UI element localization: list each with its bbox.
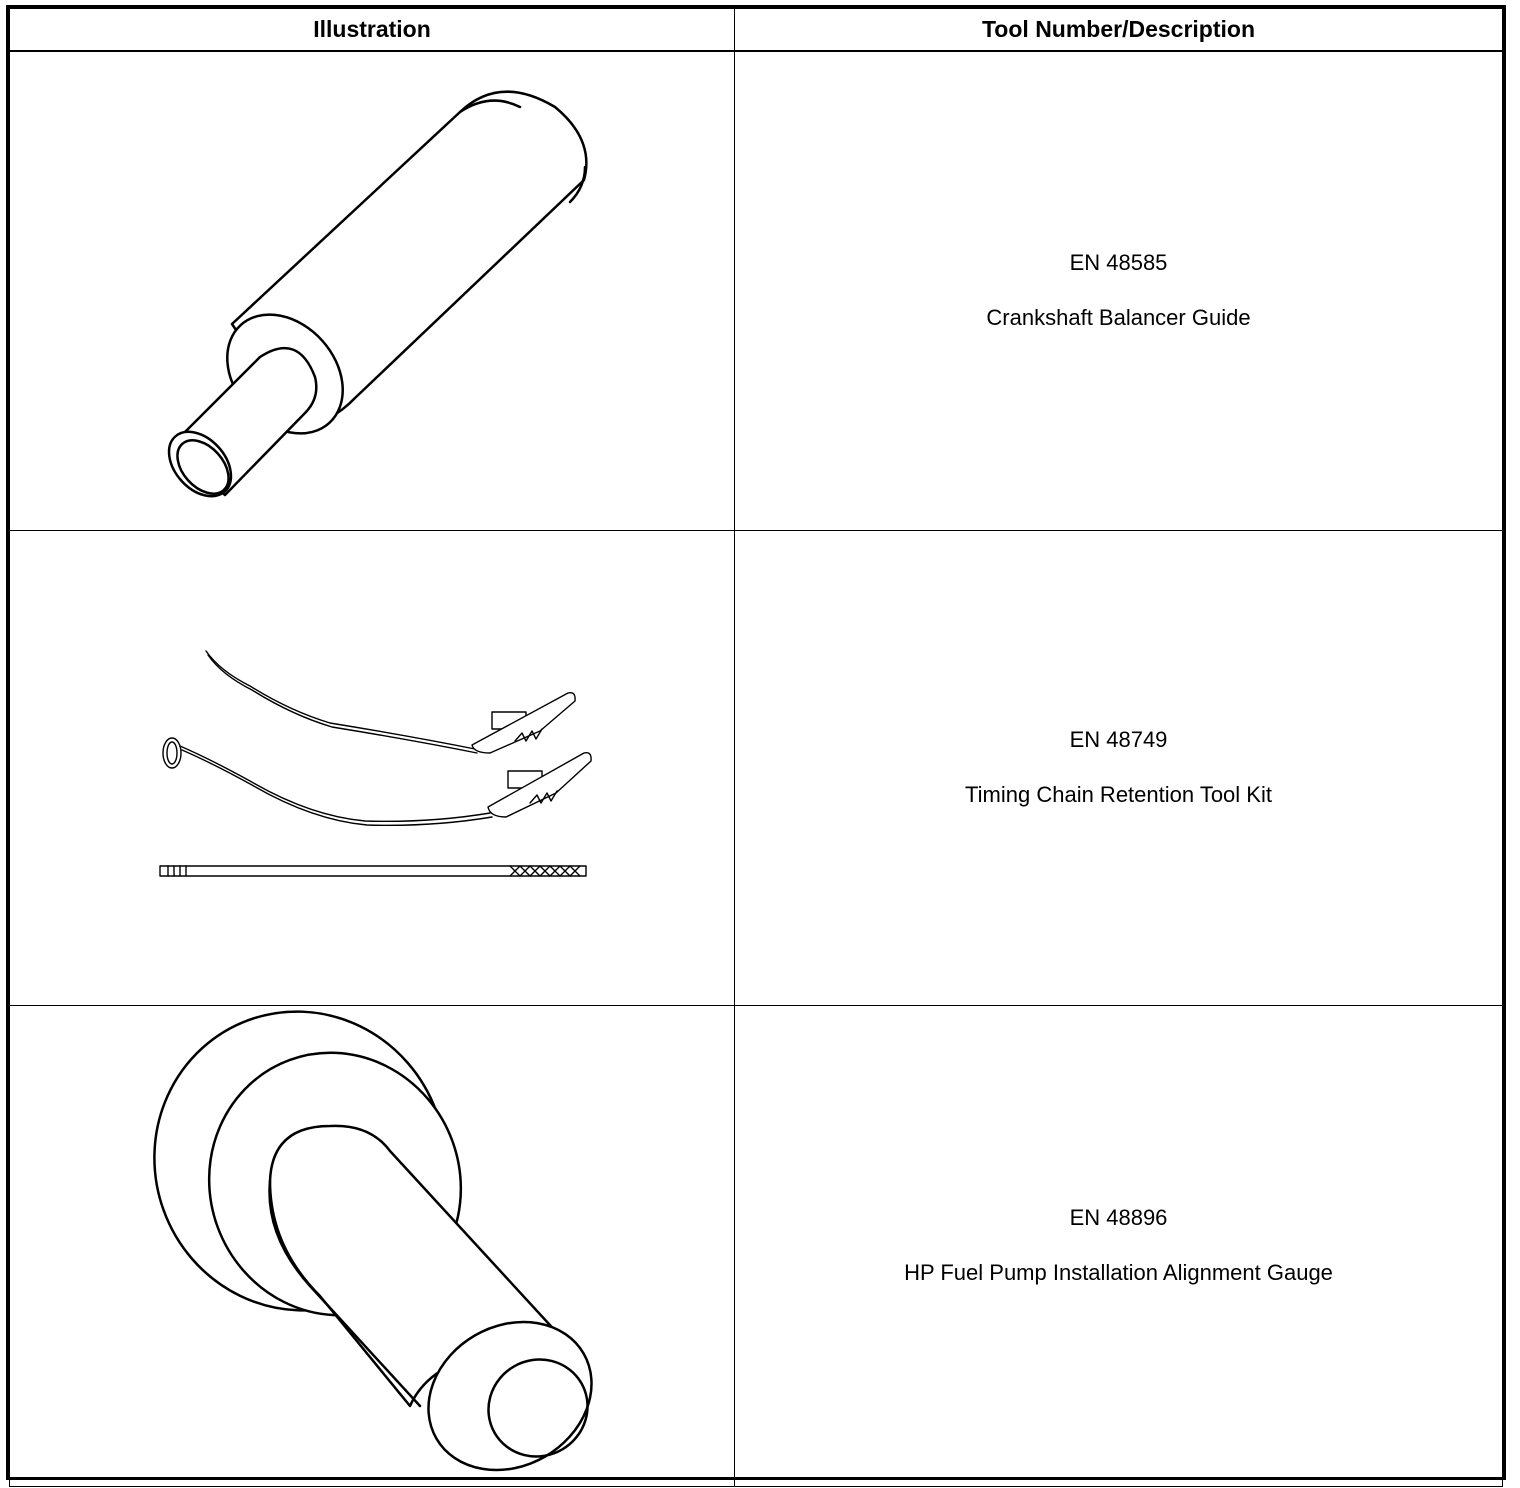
tool-column-header: Tool Number/Description xyxy=(735,9,1503,51)
timing-chain-retention-kit-illustration-icon xyxy=(10,531,735,1005)
balancer-guide-illustration-icon xyxy=(10,52,735,530)
table-row xyxy=(10,1005,1503,1486)
illustration-cell xyxy=(10,530,735,1005)
tool-description-cell xyxy=(735,1005,1503,1486)
special-tools-table xyxy=(9,8,1503,1487)
tool-number: EN 48585 xyxy=(1069,250,1168,275)
table-row xyxy=(10,530,1503,1005)
tool-number: EN 48896 xyxy=(1069,1205,1168,1230)
tool-description: HP Fuel Pump Installation Alignment Gauge xyxy=(904,1260,1333,1285)
tool-description-cell xyxy=(735,530,1503,1005)
tools-table-frame xyxy=(6,5,1506,1480)
table-row xyxy=(10,51,1503,531)
fuel-pump-alignment-gauge-illustration-icon xyxy=(10,1006,735,1486)
tool-number: EN 48749 xyxy=(1069,727,1168,752)
tool-description: Crankshaft Balancer Guide xyxy=(986,305,1251,330)
tool-description-cell xyxy=(735,51,1503,531)
illustration-cell xyxy=(10,1005,735,1486)
tool-description: Timing Chain Retention Tool Kit xyxy=(965,782,1272,807)
illustration-column-header: Illustration xyxy=(10,9,735,51)
illustration-cell xyxy=(10,51,735,531)
table-header-row xyxy=(10,9,1503,51)
